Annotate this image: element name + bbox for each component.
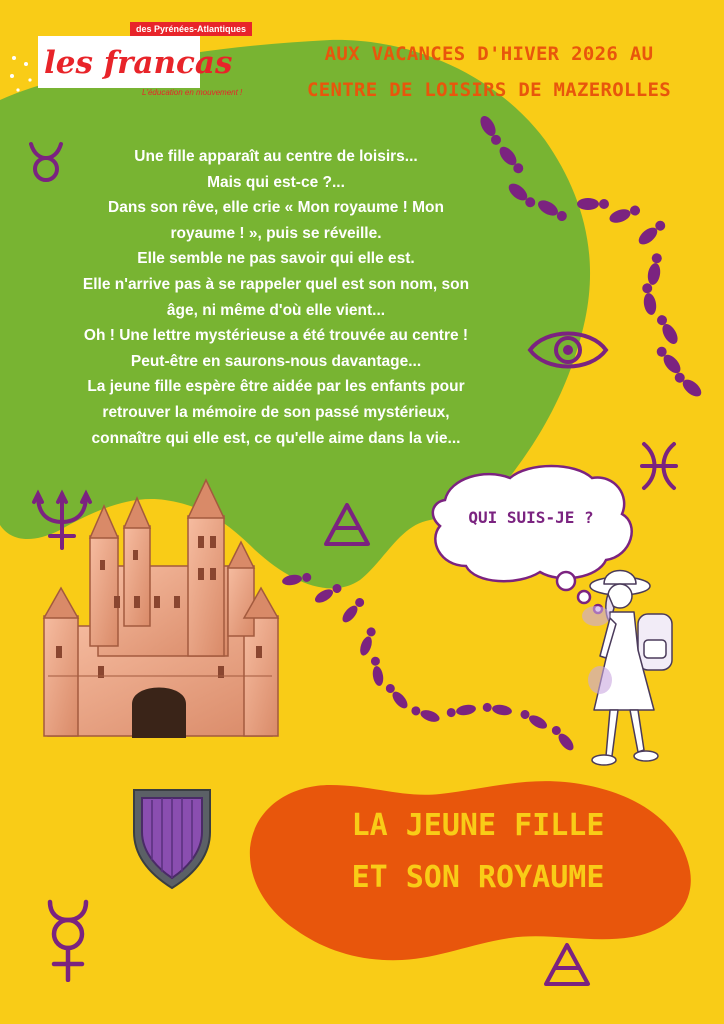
story-line: Mais qui est-ce ?... — [207, 173, 345, 191]
story-line: Elle n'arrive pas à se rappeler quel est son nom, son — [82, 275, 470, 293]
confetti-dots-icon — [4, 50, 40, 100]
air-triangle-top-icon — [322, 500, 372, 548]
footprints-middle-icon — [280, 570, 590, 770]
shield-icon — [128, 782, 216, 892]
header-title — [274, 36, 704, 108]
story-line: Dans son rêve, elle crie « Mon royaume ! Mon — [108, 199, 444, 217]
logo-tagline: L'éducation en mouvement ! — [142, 88, 243, 97]
thought-bubble-text: QUI SUIS-JE ? — [468, 508, 594, 527]
story-line: âge, ni même d'où elle vient... — [166, 301, 386, 319]
logo-name: les francas — [44, 45, 233, 81]
story-line: Une fille apparaît au centre de loisirs... — [134, 148, 418, 165]
air-triangle-bottom-icon — [542, 940, 592, 988]
story-line: Peut-être en saurons-nous davantage... — [130, 352, 422, 370]
story-line: retrouver la mémoire de son passé mystérieux, — [102, 403, 450, 421]
header-line-1: AUX VACANCES D'HIVER 2026 AU — [324, 43, 654, 65]
story-line: connaître qui elle est, ce qu'elle aime dans la vie... — [91, 429, 461, 447]
logo-badge: des Pyrénées-Atlantiques — [130, 22, 252, 36]
story-line: royaume ! », puis se réveille. — [170, 224, 382, 242]
main-title-line-2: ET SON ROYAUME — [351, 860, 605, 895]
taurus-symbol-icon — [26, 138, 66, 184]
venus-symbol-icon — [40, 896, 96, 982]
castle-illustration — [38, 476, 282, 742]
francas-logo — [38, 22, 270, 100]
main-title-line-1: LA JEUNE FILLE — [351, 808, 605, 843]
pisces-symbol-icon — [636, 440, 682, 492]
story-line: La jeune fille espère être aidée par les enfants pour — [87, 378, 465, 396]
story-line: Oh ! Une lettre mystérieuse a été trouvée au centre ! — [83, 327, 469, 345]
story-text — [24, 144, 528, 451]
story-line: Elle semble ne pas savoir qui elle est. — [137, 250, 415, 268]
footprints-top-icon — [470, 108, 710, 418]
girl-with-backpack-illustration — [580, 560, 690, 780]
header-line-2: CENTRE DE LOISIRS DE MAZEROLLES — [307, 79, 671, 101]
main-title — [268, 800, 688, 904]
